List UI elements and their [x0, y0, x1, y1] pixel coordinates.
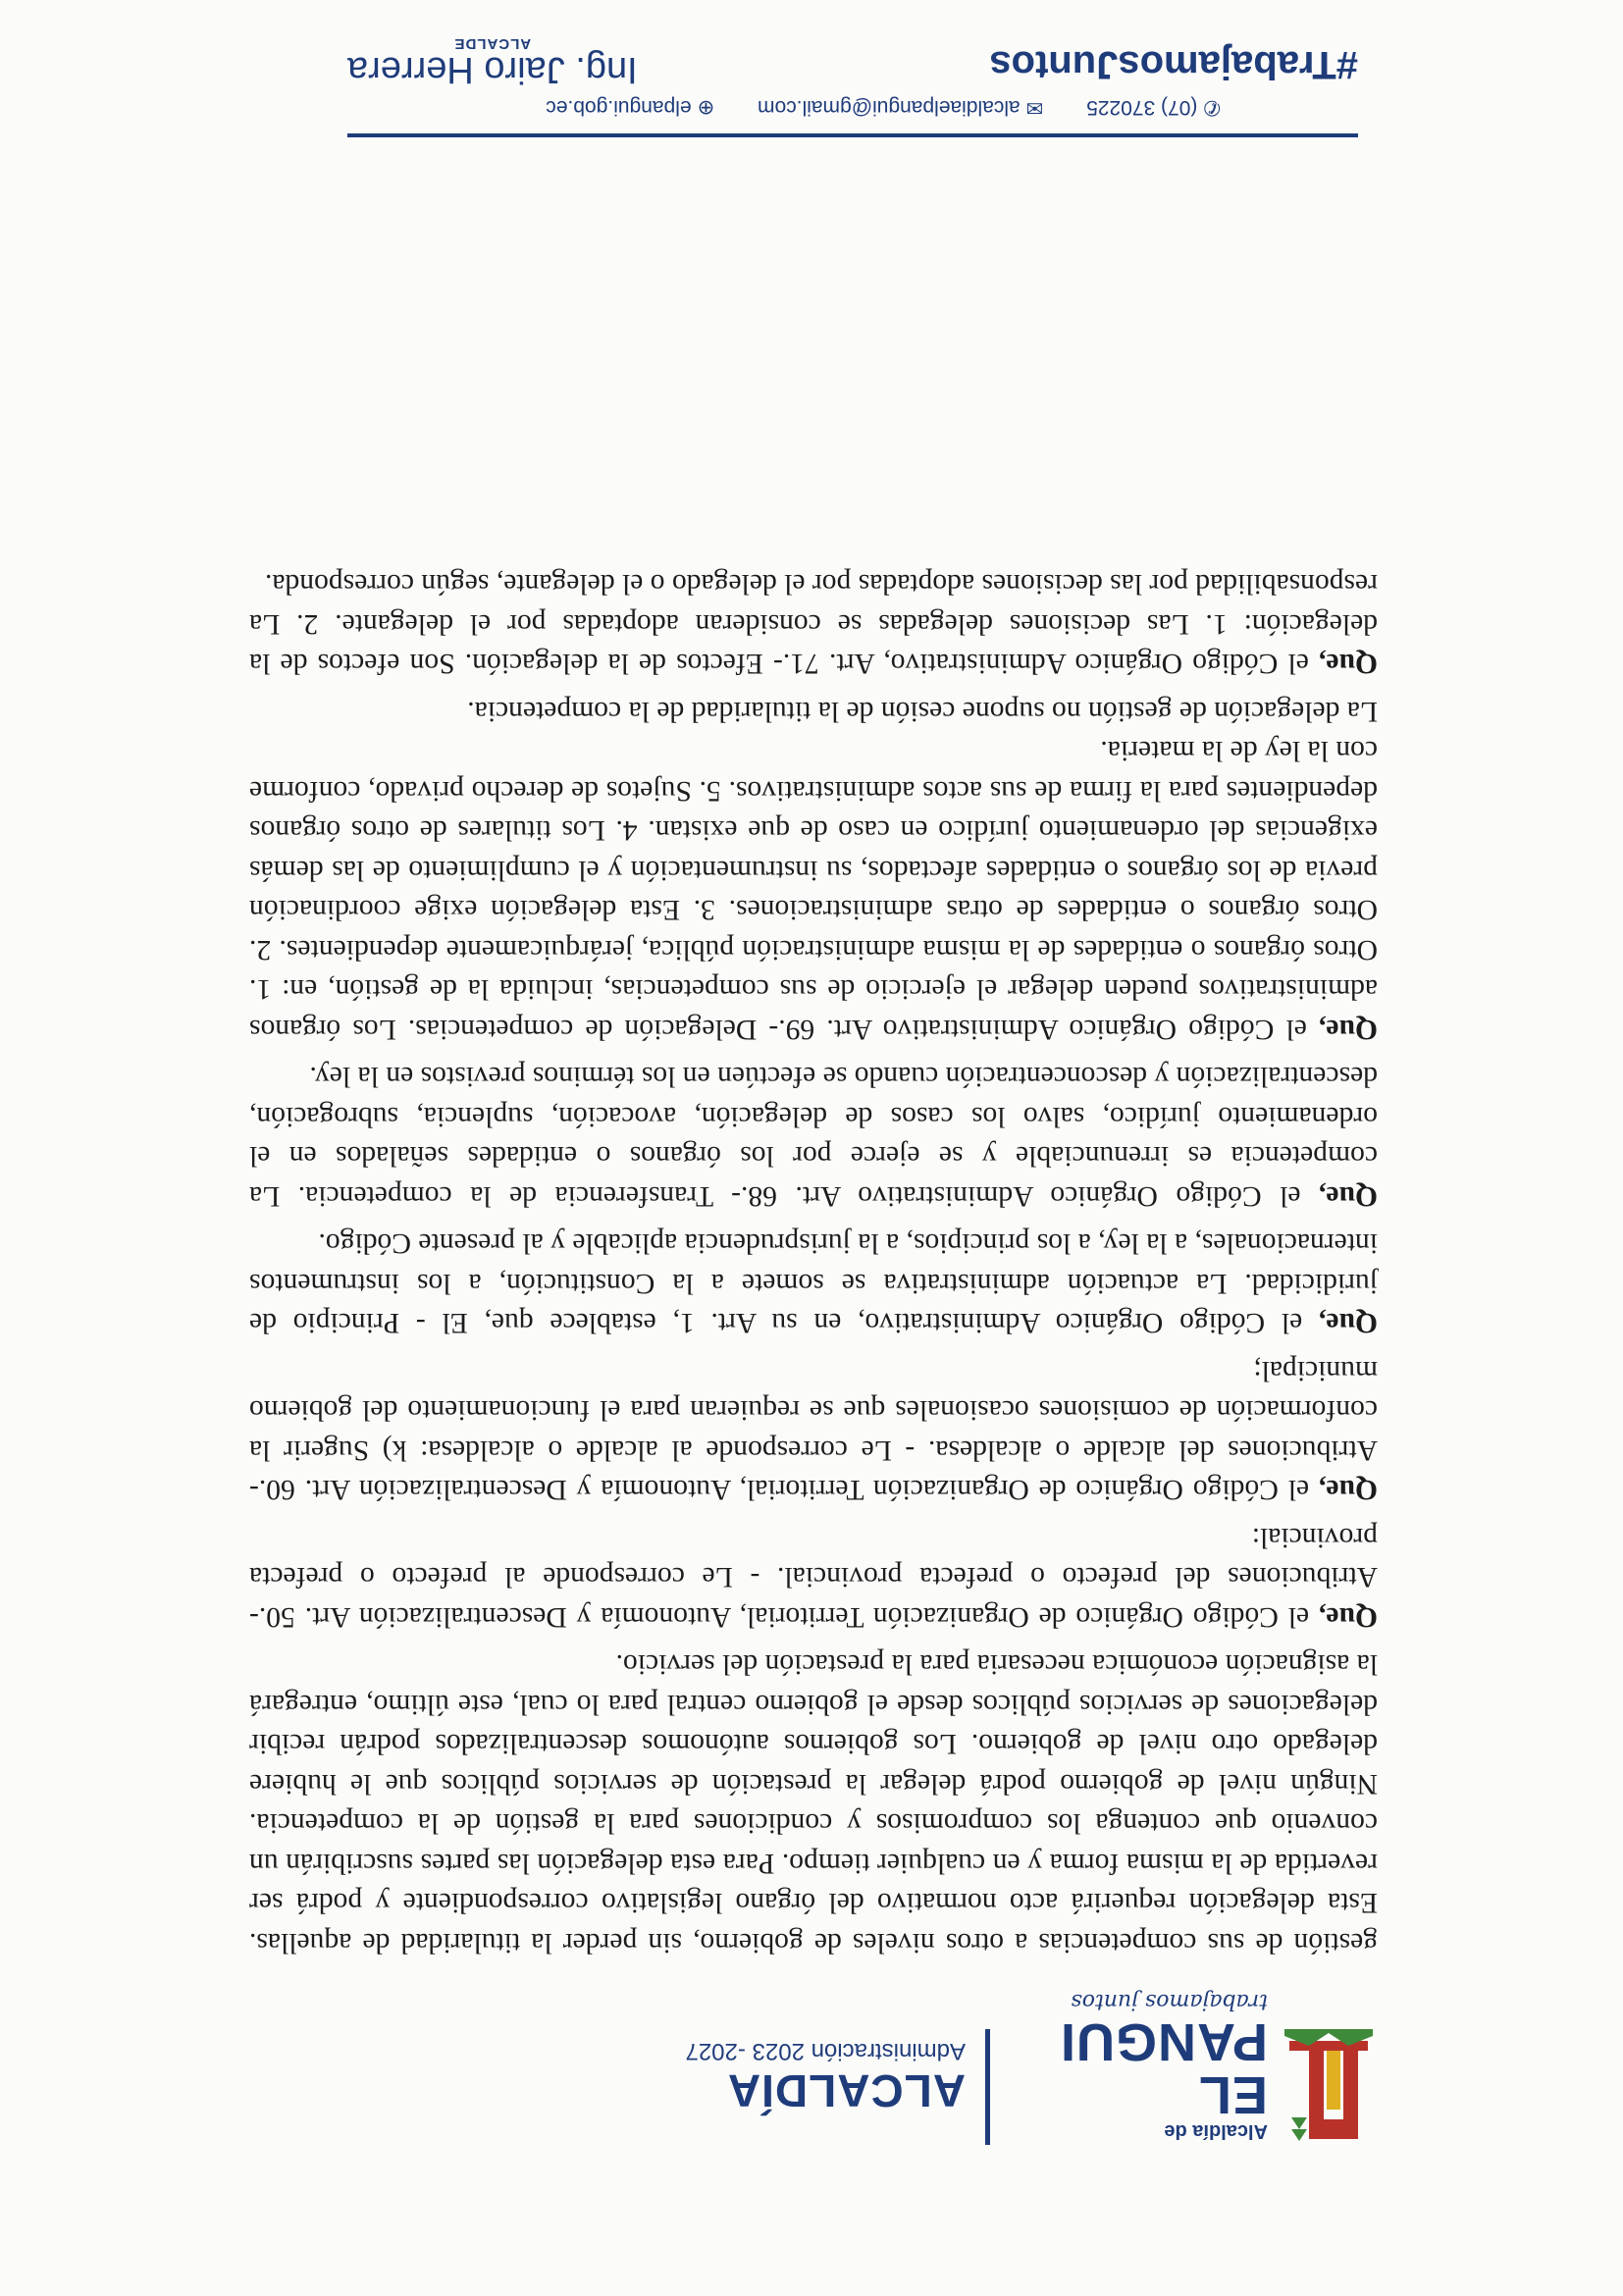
paragraph: gestión de sus competencias a otros niveles de gobierno, sin perder la titularidad de aquellas. Esta delegación requerirá acto normativo del órgano legislativo correspondiente y podrá ser revertida de la misma forma y en cualquier tiempo. Para esta delegación las partes suscribirán un convenio que contenga los compromisos y condiciones para la gestión de la competencia. Ningún nivel de gobierno podrá delegar la prestación de servicios públicos que le hubiere delegado otro nivel de gobierno. Los gobiernos autónomos descentralizados podrán recibir delegaciones de servicios públicos desde el gobierno central para lo cual, este último, entregará la asignación económica necesaria para la prestación del servicio. — [249, 1648, 1378, 1958]
mail-icon: ✉ — [1025, 96, 1044, 119]
signer-role: ALCALDE — [453, 35, 532, 52]
paragraph-lead: Que, — [1318, 648, 1378, 680]
contact-info — [508, 95, 1221, 120]
paragraph-text: el Código Orgánico Administrativo, en su Art. 1, establece que, El - Principio de juridicidad. La actuación administrativa se somete a la Constitución, a los instrumentos internacionales, a la ley, a los principios, a la jurisprudencia aplicable y al presente Código. — [249, 1227, 1378, 1339]
footer-rule — [347, 133, 1358, 137]
contact-email[interactable] — [758, 96, 1043, 119]
paragraph-text: el Código Orgánico Administrativo Art. 68.- Transferencia de la competencia. La competencia es irrenunciable y se ejerce por los órganos o entidades señalados en el ordenamiento jurídico, salvo los casos de delegación, avocación, suplencia, subrogación, descentralización y desconcentración cuando se efectúen en los términos previstos en la ley. — [249, 1061, 1378, 1212]
paragraph-lead: Que, — [1318, 1014, 1378, 1045]
brand-pre-title: Alcaldía de — [1164, 2120, 1268, 2142]
phone-text: (07) 370225 — [1086, 96, 1198, 119]
brand-block — [1013, 1989, 1268, 2141]
paragraph — [249, 1057, 1378, 1216]
paragraph-lead: Que, — [1318, 1307, 1378, 1339]
paragraph-lead: Que, — [1318, 1601, 1378, 1633]
el-pangui-crest-icon — [1280, 2025, 1378, 2149]
contact-phone — [1086, 96, 1221, 119]
phone-icon: ✆ — [1203, 96, 1221, 119]
paragraph-lead: Que, — [1318, 1180, 1378, 1212]
paragraph: La delegación de gestión no supone cesión de la titularidad de la competencia. — [467, 696, 1378, 727]
paragraph-text: el Código Orgánico Administrativo, Art. 71.- Efectos de la delegación. Son efectos de la delegación: 1. Las decisiones delegadas se consideran adoptadas por el delegante. 2. La responsabilidad por las decisiones adoptadas por el delegado o el delegante, según corresponda. — [249, 568, 1378, 680]
brand-slogan: trabajamos juntos — [1071, 1989, 1268, 2013]
paragraph — [249, 1351, 1378, 1510]
email-text: alcaldiaelpangui@gmail.com — [758, 96, 1021, 119]
entity-block — [685, 2037, 966, 2116]
paragraph-text: el Código Orgánico Administrativo Art. 69.- Delegación de competencias. Los órganos administrativos pueden delegar el ejercicio de sus competencias, incluida la de gestión, en: 1. Otros órganos o entidades de la misma administración pública, jerárquicamente dependientes. 2. Otros órganos o entidades de otras administraciones. 3. Esta delegación exige coordinación previa de los órganos o entidades afectados, su instrumentación y el cumplimiento de las demás exigencias del ordenamiento jurídico en caso de que existan. 4. Los titulares de otros órganos dependientes para la firma de sus actos administrativos. 5. Sujetos de derecho privado, conforme con la ley de la materia. — [249, 735, 1378, 1045]
entity-title: ALCALDÍA — [726, 2065, 966, 2116]
contact-website[interactable] — [546, 96, 714, 119]
admin-period: Administración 2023 -2027 — [685, 2038, 966, 2064]
paragraph-text: el Código Orgánico de Organización Territorial, Autonomía y Descentralización Art. 50.- Atribuciones del prefecto o prefecta provincial. - Le corresponde al prefecto o prefecta provincial: — [249, 1522, 1378, 1633]
signer-block — [347, 35, 638, 90]
paragraph — [249, 564, 1378, 684]
hashtag: #TrabajamosJuntos — [989, 43, 1358, 86]
paragraph — [249, 731, 1378, 1049]
letterhead — [249, 1989, 1378, 2149]
website-text: elpangui.gob.ec — [546, 96, 692, 119]
globe-icon: ⊕ — [697, 96, 715, 119]
signer-name: Ing. Jairo Herrera — [347, 49, 638, 90]
paragraph-lead: Que, — [1318, 1474, 1378, 1506]
document-body — [249, 556, 1378, 1962]
brand-city-name: EL PANGUI — [1059, 2012, 1268, 2124]
header-divider — [985, 2029, 990, 2145]
paragraph — [249, 1224, 1378, 1343]
paragraph — [249, 1518, 1378, 1638]
letter-footer — [347, 29, 1358, 137]
paragraph-text: el Código Orgánico de Organización Territorial, Autonomía y Descentralización Art. 60.- Atribuciones del alcalde o alcaldesa. - Le corresponde al alcalde o alcaldesa: k) Sugerir la conformación de comisiones ocasionales que se requieran para el funcionamiento del gobierno municipal; — [249, 1355, 1378, 1506]
